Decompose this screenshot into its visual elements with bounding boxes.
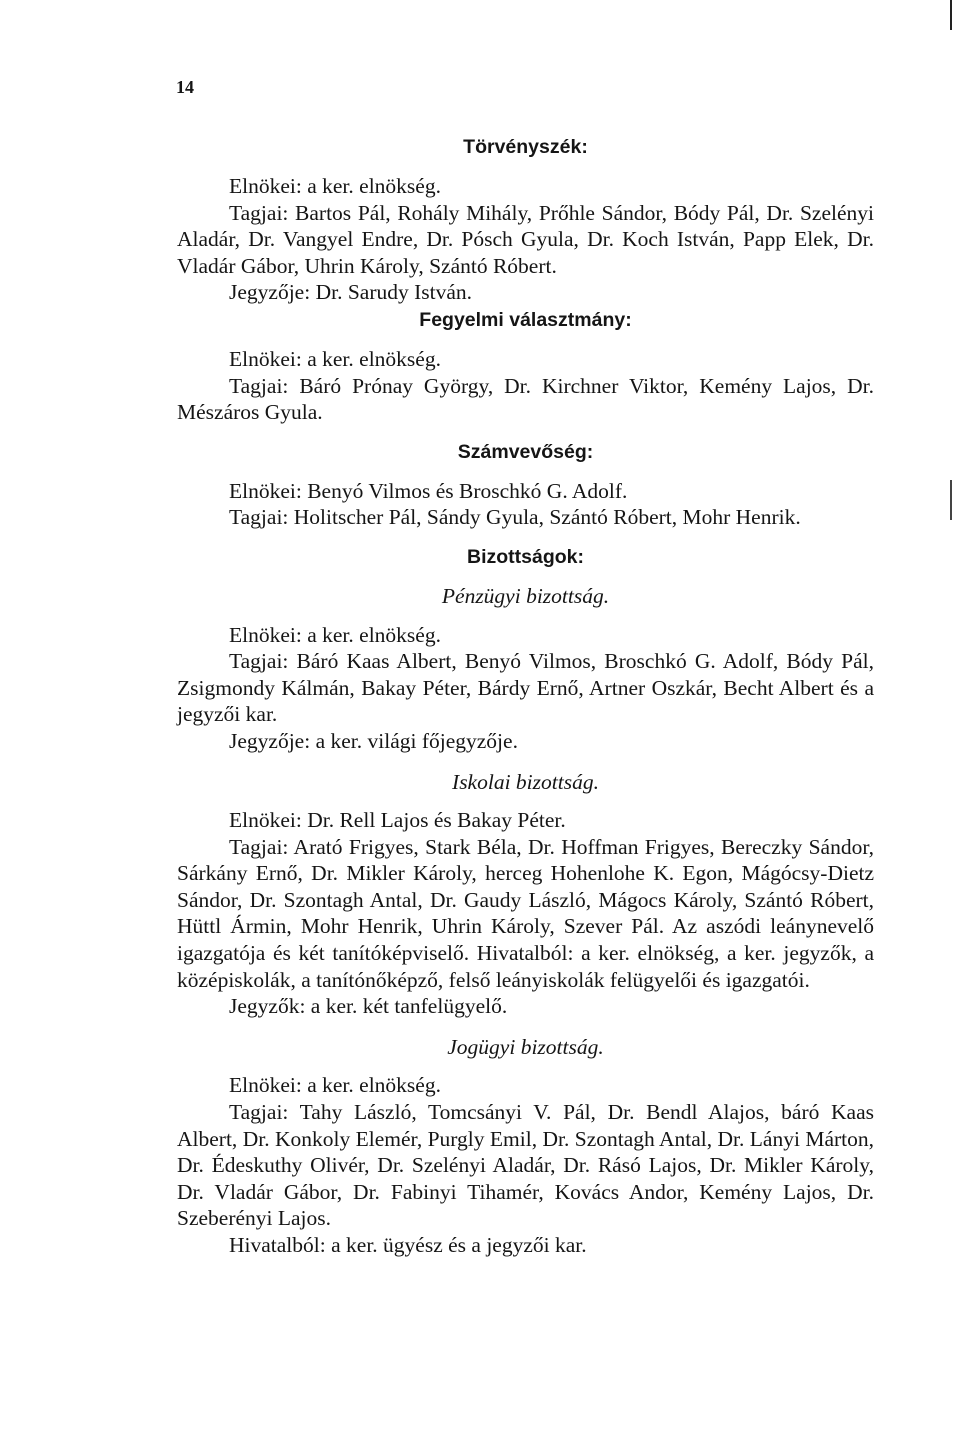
committee-iskolai <box>177 769 874 1020</box>
committee-title: Pénzügyi bizottság. <box>441 583 610 608</box>
committee-title: Iskolai bizottság. <box>452 769 599 794</box>
elnokei-line: Elnökei: Dr. Rell Lajos és Bakay Péter. <box>229 808 566 833</box>
tagjai-paragraph: Tagjai: Arató Frigyes, Stark Béla, Dr. Hoffman Frigyes, Bereczky Sándor, Sárkány Ernő, Dr. Mikler Károly, herceg Hohenlohe K. Egon, Mágócsy-Dietz Sándor, Dr. Szontagh Antal, Dr. Gaudy László, Mágocs Károly, Szántó Róbert, Hüttl Ármin, Mohr Henrik, Uhrin Károly, Szever Pál. Az aszódi leánynevelő igazgatója és két tanítóképviselő. Hivatalból: a ker. elnökség, a ker. jegyzők, a középiskolák, a tanítónőképző, felső leányiskolák felügyelői és igazgatói. <box>177 834 874 992</box>
committee-penzugyi <box>177 583 874 755</box>
committee-title: Jogügyi bizottság. <box>447 1034 604 1059</box>
elnokei-line: Elnökei: a ker. elnökség. <box>229 346 441 371</box>
tagjai-paragraph: Tagjai: Báró Prónay György, Dr. Kirchner Viktor, Kemény Lajos, Dr. Mészáros Gyula. <box>177 373 874 425</box>
elnokei-line: Elnökei: Benyó Vilmos és Broschkó G. Adolf. <box>229 478 628 503</box>
section-heading: Fegyelmi választmány: <box>419 308 632 331</box>
committee-jogugyi <box>177 1034 874 1259</box>
elnokei-line: Elnökei: a ker. elnökség. <box>229 1073 441 1098</box>
tagjai-paragraph: Tagjai: Holitscher Pál, Sándy Gyula, Szántó Róbert, Mohr Henrik. <box>229 505 801 530</box>
section-heading: Törvényszék: <box>463 136 588 158</box>
jegyzoje-line: Jegyzője: a ker. világi főjegyzője. <box>229 728 518 753</box>
jegyzok-line: Jegyzők: a ker. két tanfelügyelő. <box>229 994 508 1019</box>
elnokei-line: Elnökei: a ker. elnökség. <box>229 622 441 647</box>
section-bizottsagok <box>177 531 874 1259</box>
elnokei-line: Elnökei: a ker. elnökség. <box>229 174 441 198</box>
jegyzoje-line: Jegyzője: Dr. Sarudy István. <box>229 280 473 305</box>
section-heading: Bizottságok: <box>467 545 584 568</box>
tagjai-paragraph: Tagjai: Tahy László, Tomcsányi V. Pál, Dr. Bendl Alajos, báró Kaas Albert, Dr. Konkoly Elemér, Purgly Emil, Dr. Szontagh Antal, Dr. Lányi Márton, Dr. Édeskuthy Olivér, Dr. Szelényi Aladár, Dr. Rásó Lajos, Dr. Mikler Károly, Dr. Vladár Gábor, Dr. Fabinyi Tihamér, Kovács Andor, Kemény Lajos, Dr. Szeberényi Lajos. <box>177 1100 874 1231</box>
scan-edge-mark <box>950 0 952 30</box>
page-number: 14 <box>176 77 194 97</box>
hivatalbol-line: Hivatalból: a ker. ügyész és a jegyzői kar. <box>229 1233 587 1257</box>
section-heading: Számvevőség: <box>457 440 594 463</box>
section-szamvevoseg <box>177 426 874 531</box>
tagjai-paragraph: Tagjai: Bartos Pál, Rohály Mihály, Prőhle Sándor, Bódy Pál, Dr. Szelényi Aladár, Dr. Vangyel Endre, Dr. Pósch Gyula, Dr. Koch István, Papp Elek, Dr. Vladár Gábor, Uhrin Károly, Szántó Róbert. <box>177 200 874 278</box>
section-torvenyszek <box>177 133 874 306</box>
tagjai-paragraph: Tagjai: Báró Kaas Albert, Benyó Vilmos, Broschkó G. Adolf, Bódy Pál, Zsigmondy Kálmán, Bakay Péter, Bárdy Ernő, Artner Oszkár, Becht Albert és a jegyzői kar. <box>177 649 874 727</box>
section-fegyelmi <box>177 306 874 426</box>
scan-edge-mark <box>950 480 952 520</box>
document-body <box>177 133 874 1259</box>
